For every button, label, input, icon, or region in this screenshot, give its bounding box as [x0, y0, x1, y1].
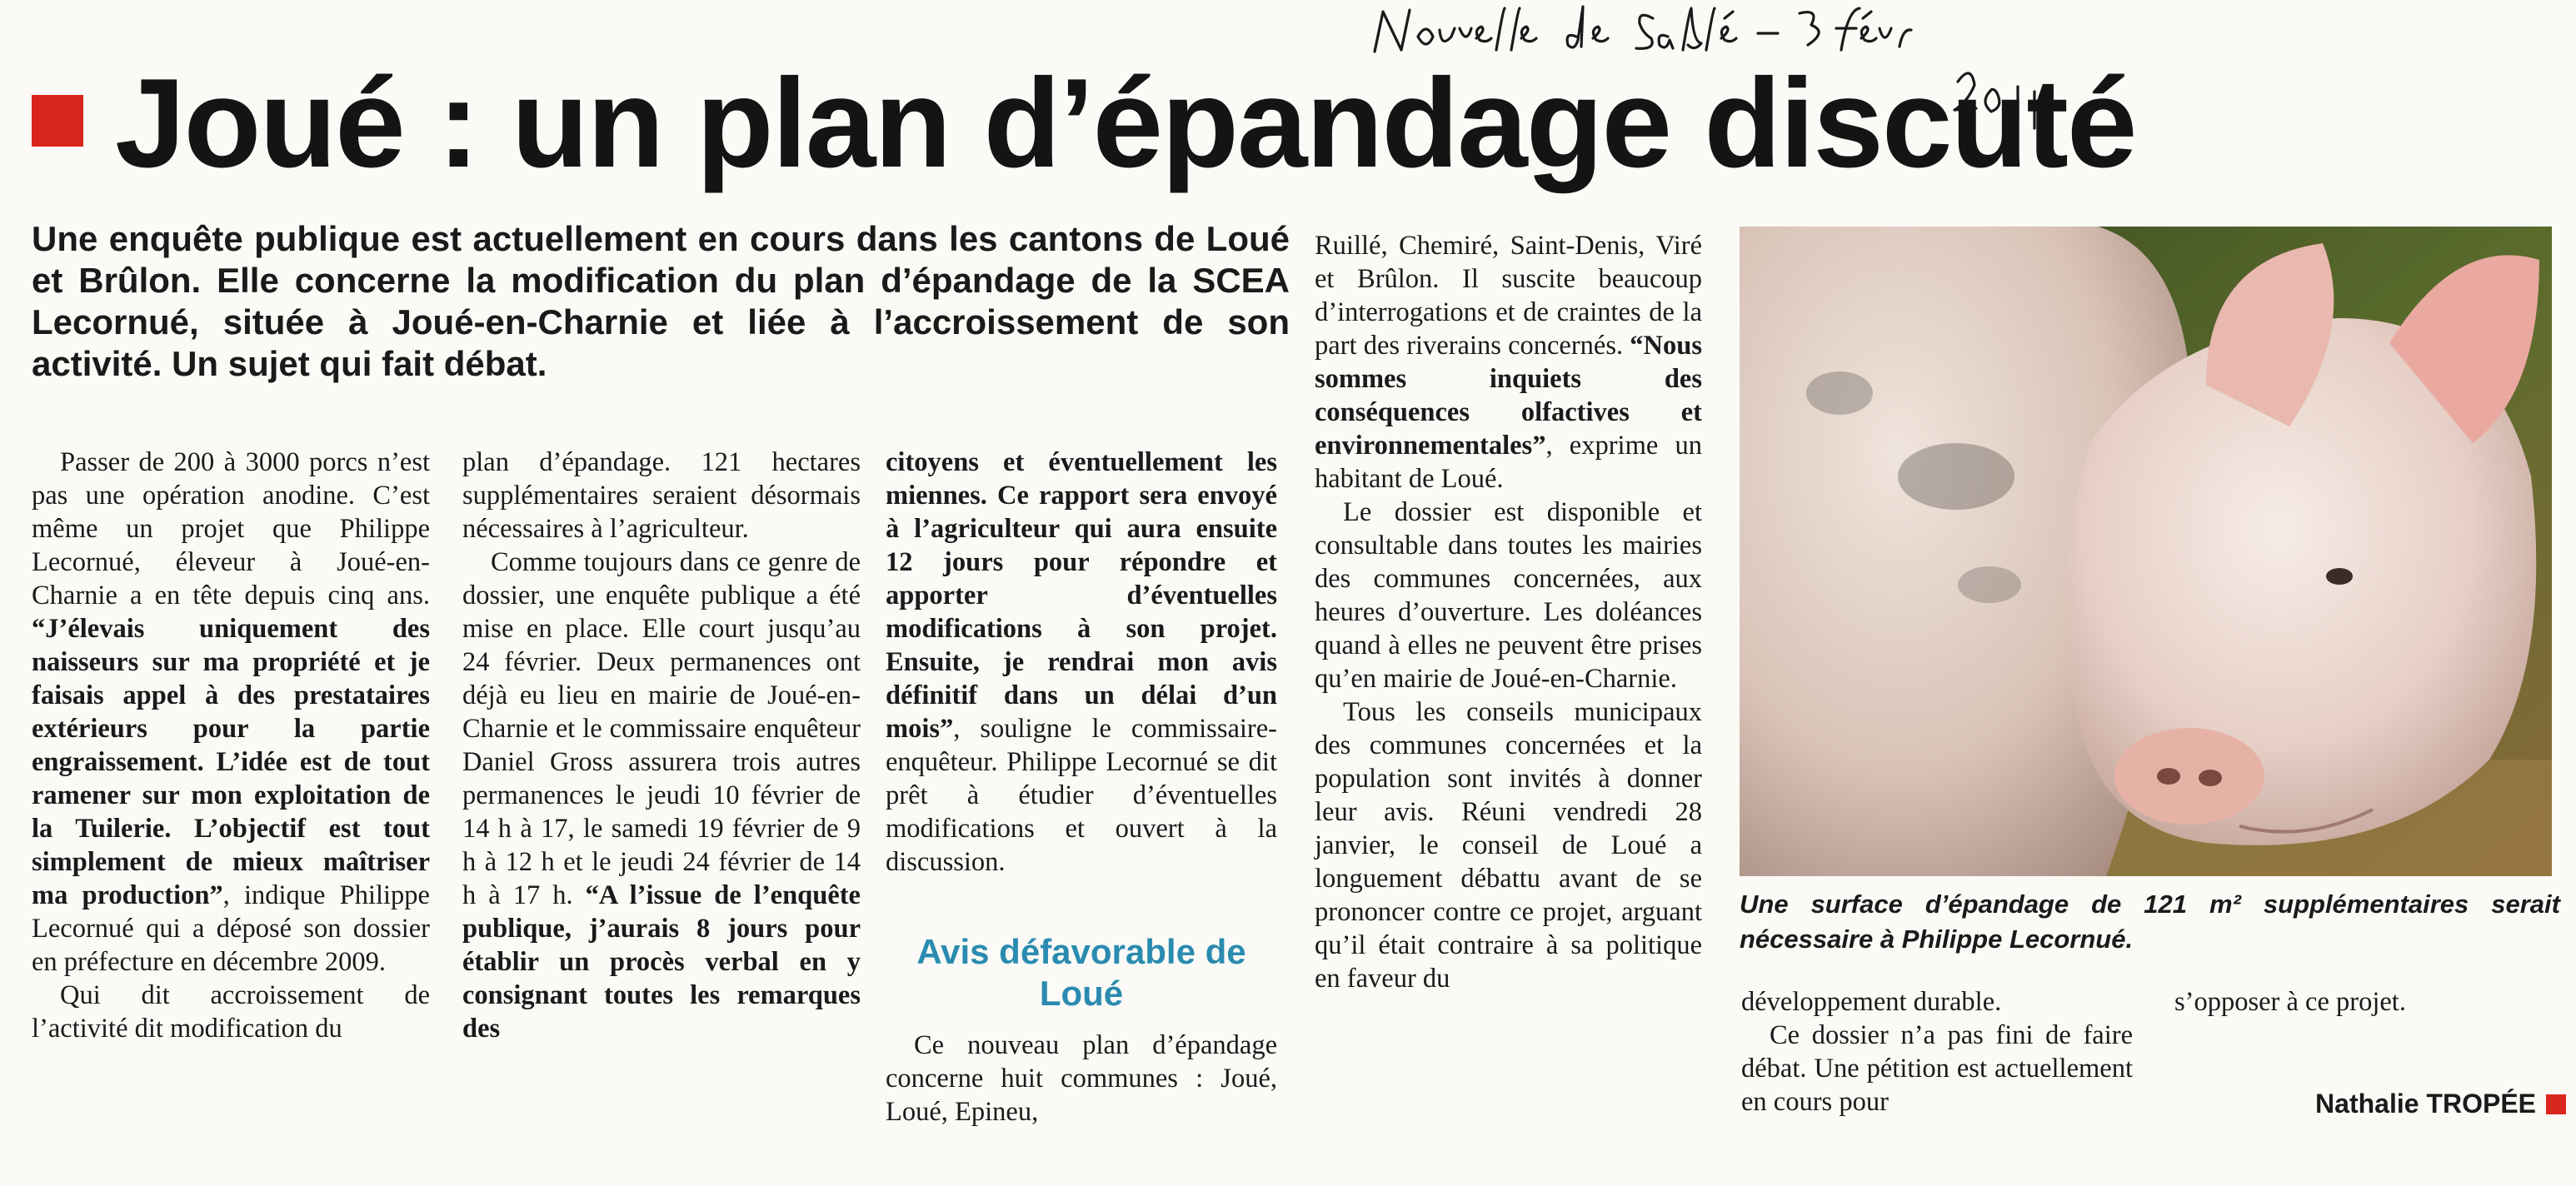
col3-paragraph-2: Ce nouveau plan d’épandage concerne huit communes : Joué, Loué, Epineu, [886, 1030, 1277, 1127]
col3-quote: citoyens et éventuellement les miennes. Ce rapport sera envoyé à l’agriculteur qui aura ensuite 12 jours pour répondre et apporter d’éventuelles modifications à son projet. Ensuite, je rendrai mon avis définitif dans un délai d’un mois” [886, 447, 1277, 744]
col1-text: Passer de 200 à 3000 porcs n’est pas une opération anodine. C’est même un projet que Philippe Lecornué, éleveur à Joué-en-Charnie a en tête depuis cinq ans. [32, 447, 430, 610]
end-mark [2546, 1094, 2566, 1114]
col6-paragraph-1: s’opposer à ce projet. [2174, 987, 2406, 1017]
headline-text: Joué : un plan d’épandage discuté [115, 52, 2136, 194]
byline [2249, 1084, 2566, 1123]
lede: Une enquête publique est actuellement en cours dans les cantons de Loué et Brûlon. Elle concerne la modification du plan d’épandage de la SCEA Lecornué, située à Joué-en-Charnie et liée à l’accroissement de son activité. Un sujet qui fait débat. [32, 219, 1290, 383]
col2-paragraph-1: plan d’épandage. 121 hectares supplémentaires seraient désormais nécessaires à l’agriculteur. [462, 447, 861, 544]
article-column-6 [2174, 985, 2449, 1019]
photo-caption: Une surface d’épandage de 121 m² supplémentaires serait nécessaire à Philippe Lecornué. [1740, 890, 2560, 954]
byline-author: Nathalie TROPÉE [2315, 1089, 2536, 1119]
col4-paragraph-2: Le dossier est disponible et consultable dans toutes les mairies des communes concernées, aux heures d’ouverture. Les doléances quand à elles ne peuvent être prises qu’en mairie de Joué-en-Charnie. [1315, 497, 1702, 694]
article-photo [1740, 227, 2552, 876]
col1-paragraph-2: Qui dit accroissement de l’activité dit modification du [32, 980, 430, 1044]
col1-text-after-quote: , indique Philippe Lecornué qui a déposé son dossier en préfecture en décembre 2009. [32, 880, 430, 977]
col4-quote: “Nous sommes inquiets des conséquences olfactives et environnementales” [1315, 331, 1702, 461]
subheading: Avis défavorable de Loué [916, 932, 1246, 1013]
col5-paragraph-2: Ce dossier n’a pas fini de faire débat. Une pétition est actuellement en cours pour [1741, 1020, 2133, 1117]
col4-text: Ruillé, Chemiré, Saint-Denis, Viré et Brûlon. Il suscite beaucoup d’interrogations et de craintes de la part des riverains concernés. [1315, 231, 1702, 361]
article-column-5 [1741, 985, 2133, 1119]
col4-text-after-quote: , exprime un habitant de Loué. [1315, 431, 1702, 494]
col2-quote: “A l’issue de l’enquête publique, j’aurais 8 jours pour établir un procès verbal en y consignant toutes les remarques des [462, 880, 861, 1044]
headline-bullet [32, 95, 83, 147]
col4-paragraph-3: Tous les conseils municipaux des communes concernées et la population sont invités à donner leur avis. Réuni vendredi 28 janvier, le conseil de Loué a longuement débattu avant de se prononcer contre ce projet, arguant qu’il était contraire à sa politique en faveur du [1315, 697, 1702, 994]
pigs-illustration [1740, 227, 2552, 876]
article-column-4 [1315, 229, 1702, 995]
col2-text: Comme toujours dans ce genre de dossier, une enquête publique a été mise en place. Elle court jusqu’au 24 février. Deux permanences ont déjà eu lieu en mairie de Joué-en-Charnie et le commissaire enquêteur Daniel Gross assurera trois autres permanences le jeudi 10 février de 14 h à 17, le samedi 19 février de 9 h à 12 h et le jeudi 24 février de 14 h à 17 h. [462, 547, 861, 910]
col5-paragraph-1: développement durable. [1741, 987, 2002, 1017]
article-column-1 [32, 446, 430, 1045]
article-column-3 [886, 446, 1277, 879]
article-column-3-continued [886, 1029, 1277, 1129]
col1-quote: “J’élevais uniquement des naisseurs sur ma propriété et je faisais appel à des prestataires extérieurs pour la partie engraissement. L’idée est de tout ramener sur mon exploitation de la Tuilerie. L’objectif est tout simplement de mieux maîtriser ma production” [32, 614, 430, 910]
col3-text-after-quote: , souligne le commissaire-enquêteur. Philippe Lecornué se dit prêt à étudier d’éventuelles modifications et ouvert à la discussion. [886, 714, 1277, 877]
headline [32, 40, 2198, 207]
article-column-2 [462, 446, 861, 1045]
